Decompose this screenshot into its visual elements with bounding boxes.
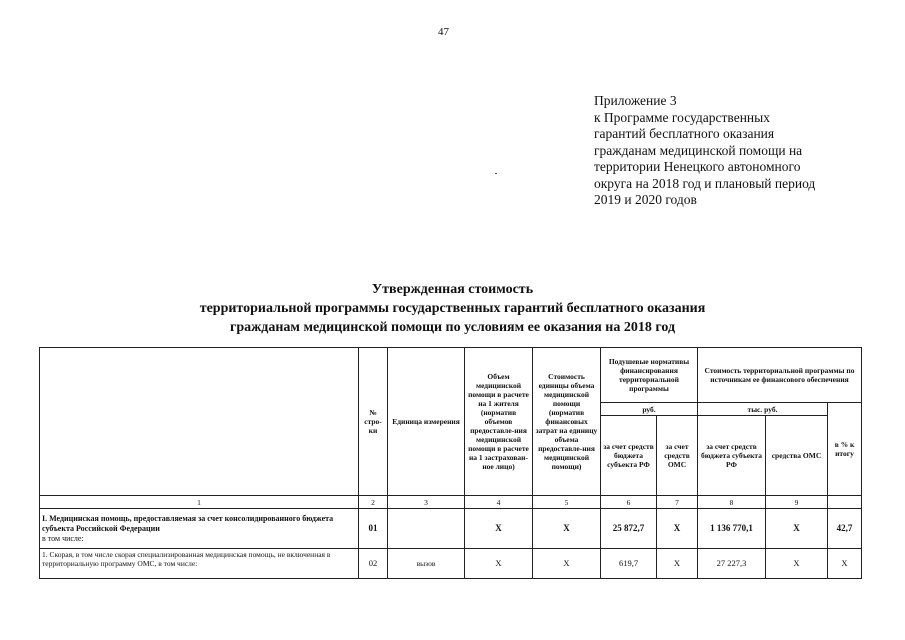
row-code: 01 (359, 509, 388, 549)
row-unit: вызов (388, 549, 465, 579)
row-cost: Х (533, 509, 601, 549)
appendix-line: округа на 2018 год и плановый период (594, 175, 816, 191)
row-percent: 42,7 (828, 509, 862, 549)
row-percent: Х (828, 549, 862, 579)
appendix-line: территории Ненецкого автономного (594, 159, 801, 174)
row-name: 1. Скорая, в том числе скорая специализированная медицинская помощь, не включенная в территориальную программу ОМС, в том числе: (40, 549, 359, 579)
table-row (40, 509, 862, 549)
header-cost: Стоимость единицы объема медицинской помощи (норматив финансовых затрат на единицу объема предоставле-ния медицинской помощи) (533, 348, 601, 496)
appendix-note (594, 93, 815, 209)
row-oms-rub: Х (657, 509, 698, 549)
page-number: 47 (438, 26, 449, 38)
column-number: 7 (657, 496, 698, 509)
header-oms: за счет средств ОМС (657, 416, 698, 496)
header-per-capita: Подушевые нормативы финансирования территориальной программы (601, 348, 698, 403)
row-oms-rub: Х (657, 549, 698, 579)
column-number: 1 (40, 496, 359, 509)
column-number-empty (828, 496, 862, 509)
row-budget-thousand: 1 136 770,1 (698, 509, 766, 549)
scan-speck (495, 173, 497, 174)
appendix-line: Приложение 3 (594, 93, 677, 108)
row-code: 02 (359, 549, 388, 579)
column-number: 2 (359, 496, 388, 509)
row-name (40, 509, 359, 549)
row-budget-rub: 25 872,7 (601, 509, 657, 549)
column-number: 3 (388, 496, 465, 509)
appendix-line: гарантий бесплатного оказания (594, 126, 775, 141)
row-volume: Х (465, 509, 533, 549)
header-unit: Единица измерения (388, 348, 465, 496)
row-oms-thousand: Х (766, 549, 828, 579)
row-budget-rub: 619,7 (601, 549, 657, 579)
header-program-cost: Стоимость территориальной программы по источникам ее финансового обеспечения (698, 348, 862, 403)
row-budget-thousand: 27 227,3 (698, 549, 766, 579)
column-number: 6 (601, 496, 657, 509)
title-line: территориальной программы государственных гарантий бесплатного оказания (199, 301, 706, 316)
header-percent: в % к итогу (828, 403, 862, 496)
column-number: 5 (533, 496, 601, 509)
header-row-number: № стро-ки (359, 348, 388, 496)
table-row (40, 549, 862, 579)
header-budget-rf: за счет средств бюджета субъекта РФ (601, 416, 657, 496)
header-budget-rf-thousand: за счет средств бюджета субъекта РФ (698, 416, 766, 496)
header-unit-rub: руб. (601, 403, 698, 416)
row-volume: Х (465, 549, 533, 579)
header-name-cell (40, 348, 359, 496)
row-oms-thousand: Х (766, 509, 828, 549)
document-title (0, 280, 905, 337)
appendix-line: 2019 и 2020 годов (594, 192, 697, 207)
column-number: 8 (698, 496, 766, 509)
appendix-line: к Программе государственных (594, 109, 770, 125)
row-unit (388, 509, 465, 549)
column-number: 9 (766, 496, 828, 509)
column-number: 4 (465, 496, 533, 509)
header-oms-thousand: средства ОМС (766, 416, 828, 496)
header-unit-thousand-rub: тыс. руб. (698, 403, 828, 416)
row-name-subtext: в том числе: (42, 533, 84, 543)
header-volume: Объем медицинской помощи в расчете на 1 жителя (норматив объемов предоставле-ния медицинской помощи в расчете на 1 застрахован-ное лицо) (465, 348, 533, 496)
cost-table (39, 347, 862, 579)
appendix-line: гражданам медицинской помощи на (594, 142, 803, 158)
title-line: гражданам медицинской помощи по условиям ее оказания на 2018 год (229, 320, 676, 335)
row-cost: Х (533, 549, 601, 579)
title-line: Утвержденная стоимость (371, 282, 534, 297)
row-name-text: I. Медицинская помощь, предоставляемая за счет консолидированного бюджета субъекта Российской Федерации (42, 513, 334, 533)
